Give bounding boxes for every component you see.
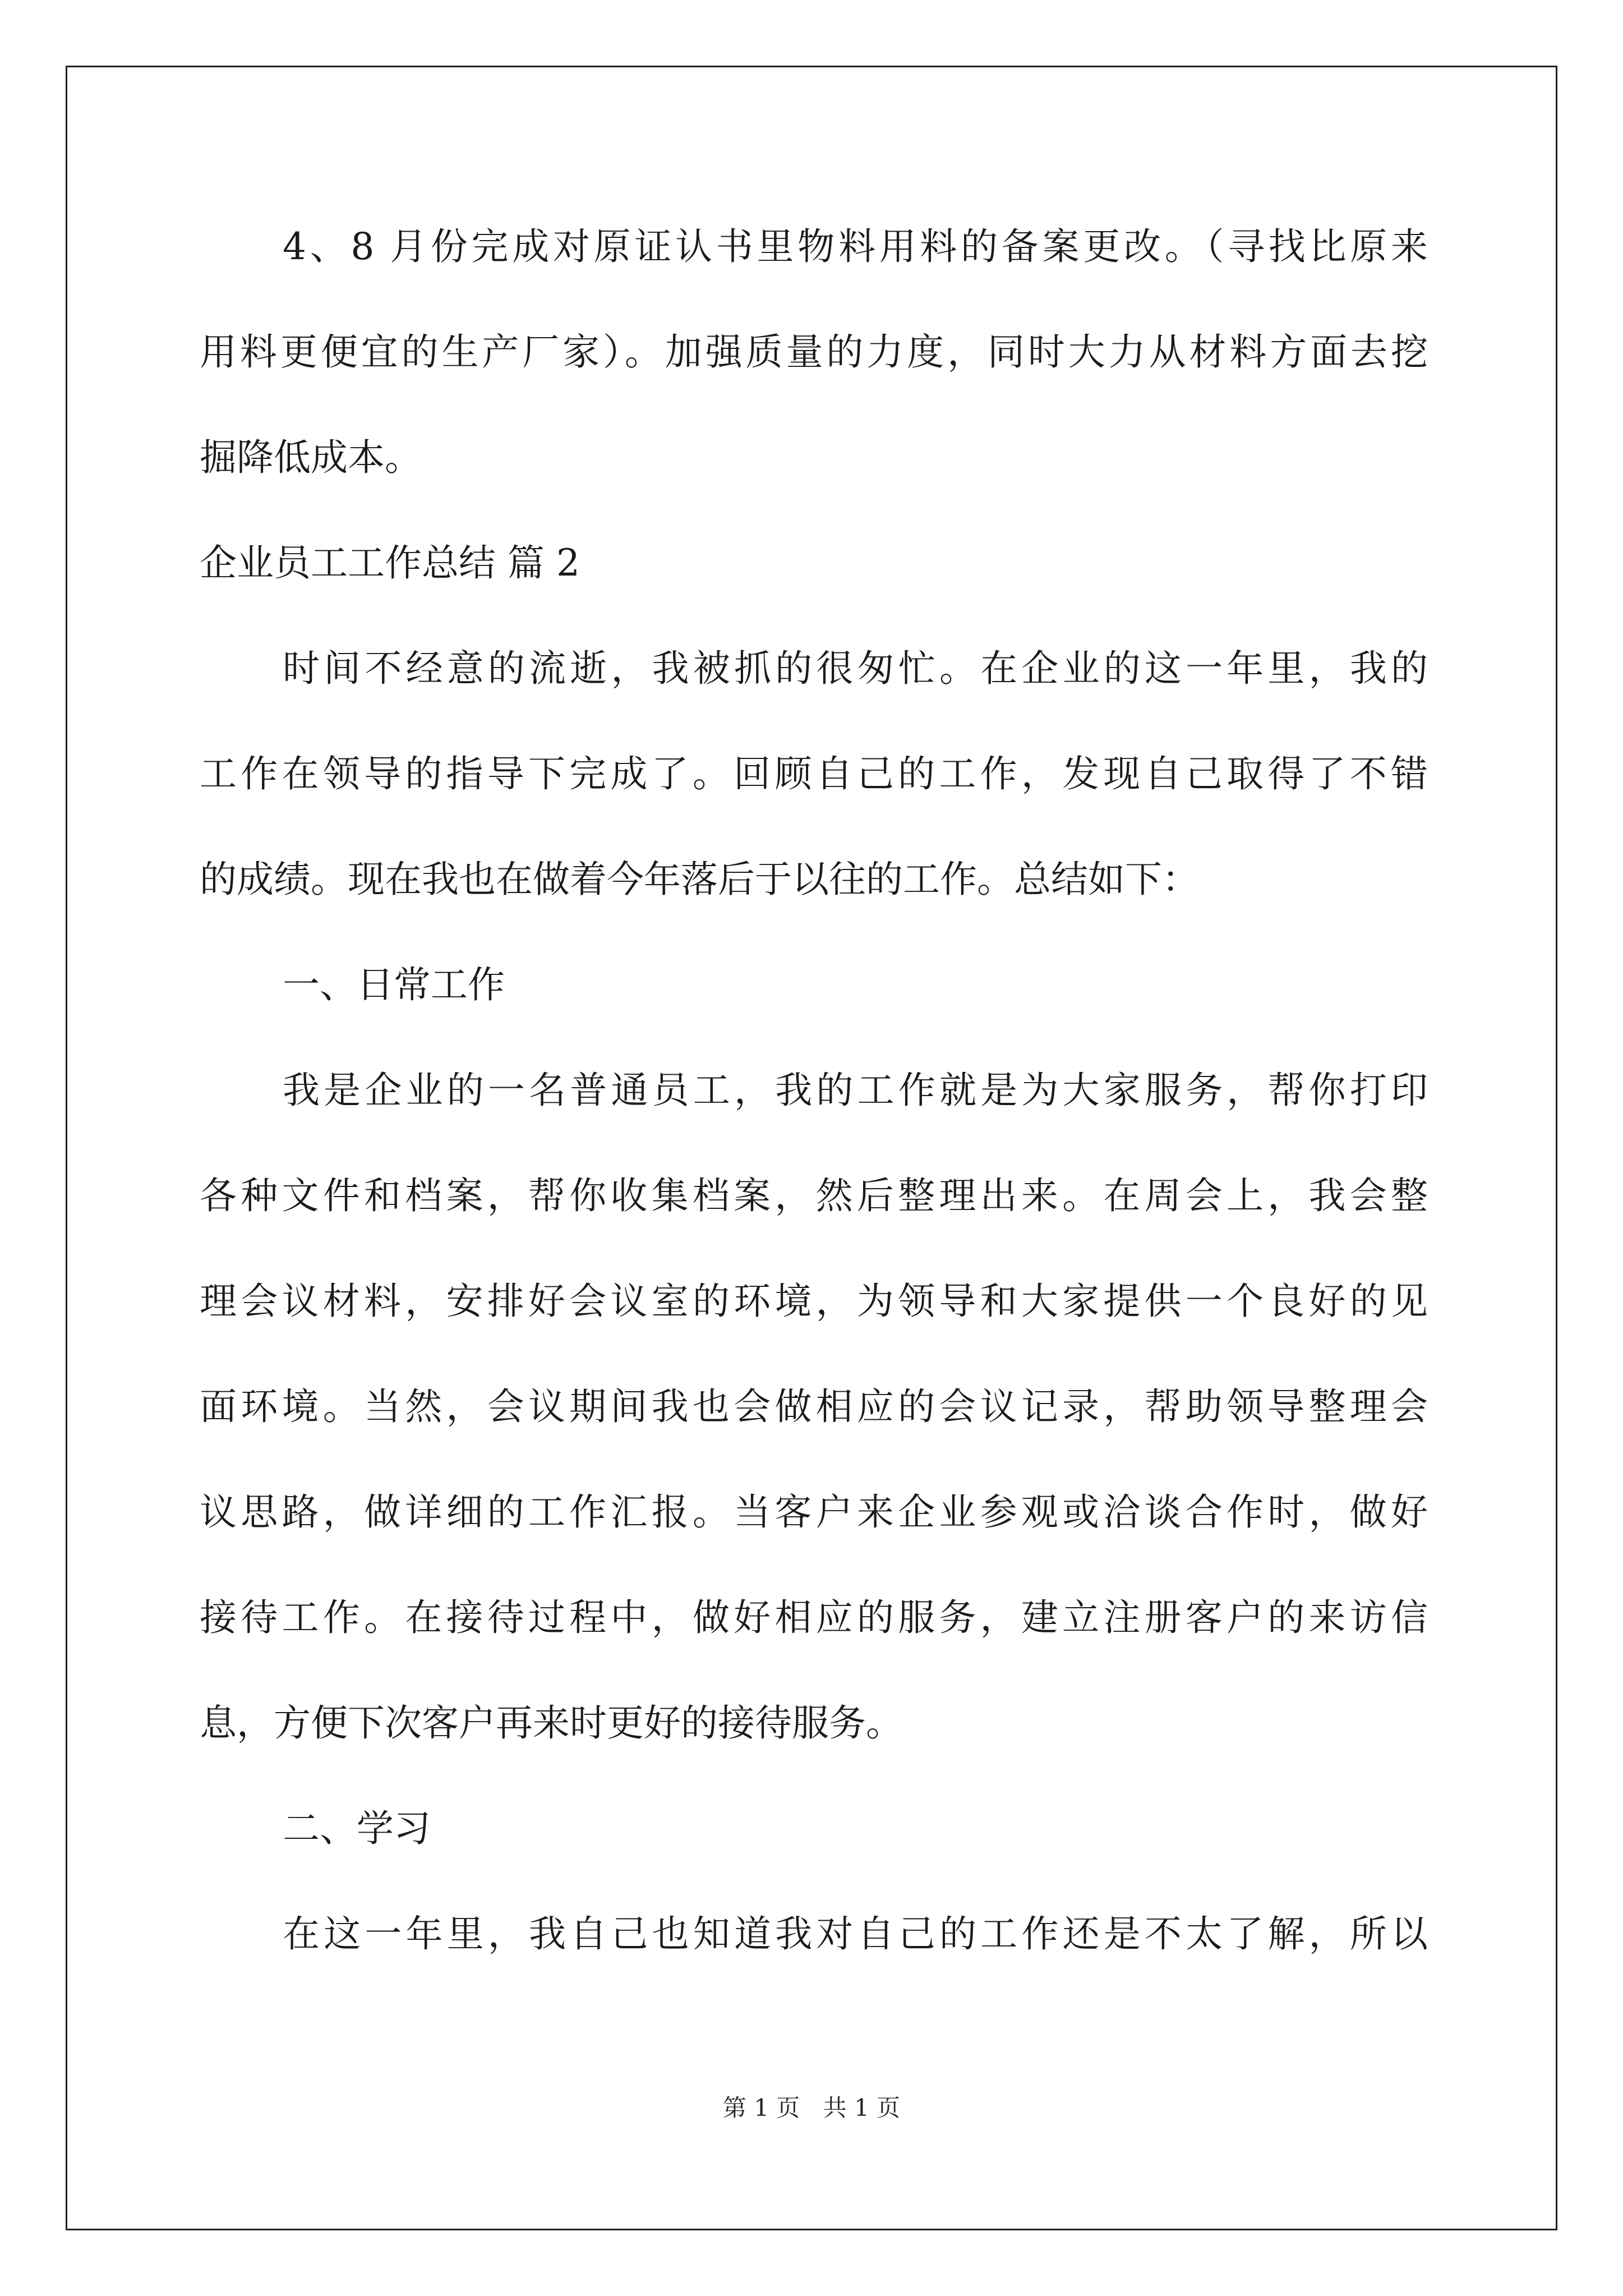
paragraph-line: 面环境。当然，会议期间我也会做相应的会议记录，帮助领导整理会 xyxy=(200,1385,1428,1428)
paragraph-line: 时间不经意的流逝，我被抓的很匆忙。在企业的这一年里，我的 xyxy=(283,647,1428,690)
paragraph-line: 掘降低成本。 xyxy=(200,436,422,479)
paragraph-line: 我是企业的一名普通员工，我的工作就是为大家服务，帮你打印 xyxy=(283,1069,1428,1112)
section-heading: 企业员工工作总结 篇 2 xyxy=(200,541,580,585)
page-number-current: 第 1 页 xyxy=(722,2094,800,2122)
paragraph-line: 用料更便宜的生产厂家）。加强质量的力度，同时大力从材料方面去挖 xyxy=(200,330,1428,374)
paragraph-line: 理会议材料，安排好会议室的环境，为领导和大家提供一个良好的见 xyxy=(200,1280,1428,1323)
paragraph-line: 工作在领导的指导下完成了。回顾自己的工作，发现自己取得了不错 xyxy=(200,752,1428,795)
page-number-total: 共 1 页 xyxy=(823,2094,901,2122)
paragraph-line: 的成绩。现在我也在做着今年落后于以往的工作。总结如下： xyxy=(200,858,1199,901)
paragraph-line: 4、8 月份完成对原证认书里物料用料的备案更改。（寻找比原来 xyxy=(283,225,1428,268)
paragraph-line: 在这一年里，我自己也知道我对自己的工作还是不太了解，所以 xyxy=(283,1912,1428,1955)
paragraph-line: 息，方便下次客户再来时更好的接待服务。 xyxy=(200,1701,903,1745)
paragraph-line: 议思路，做详细的工作汇报。当客户来企业参观或洽谈合作时，做好 xyxy=(200,1490,1428,1534)
subsection-heading: 二、学习 xyxy=(283,1807,431,1850)
paragraph-line: 各种文件和档案，帮你收集档案，然后整理出来。在周会上，我会整 xyxy=(200,1174,1428,1217)
paragraph-line: 接待工作。在接待过程中，做好相应的服务，建立注册客户的来访信 xyxy=(200,1596,1428,1639)
page-footer xyxy=(0,2090,1623,2123)
subsection-heading: 一、日常工作 xyxy=(283,963,505,1006)
document-body xyxy=(200,202,1428,1995)
